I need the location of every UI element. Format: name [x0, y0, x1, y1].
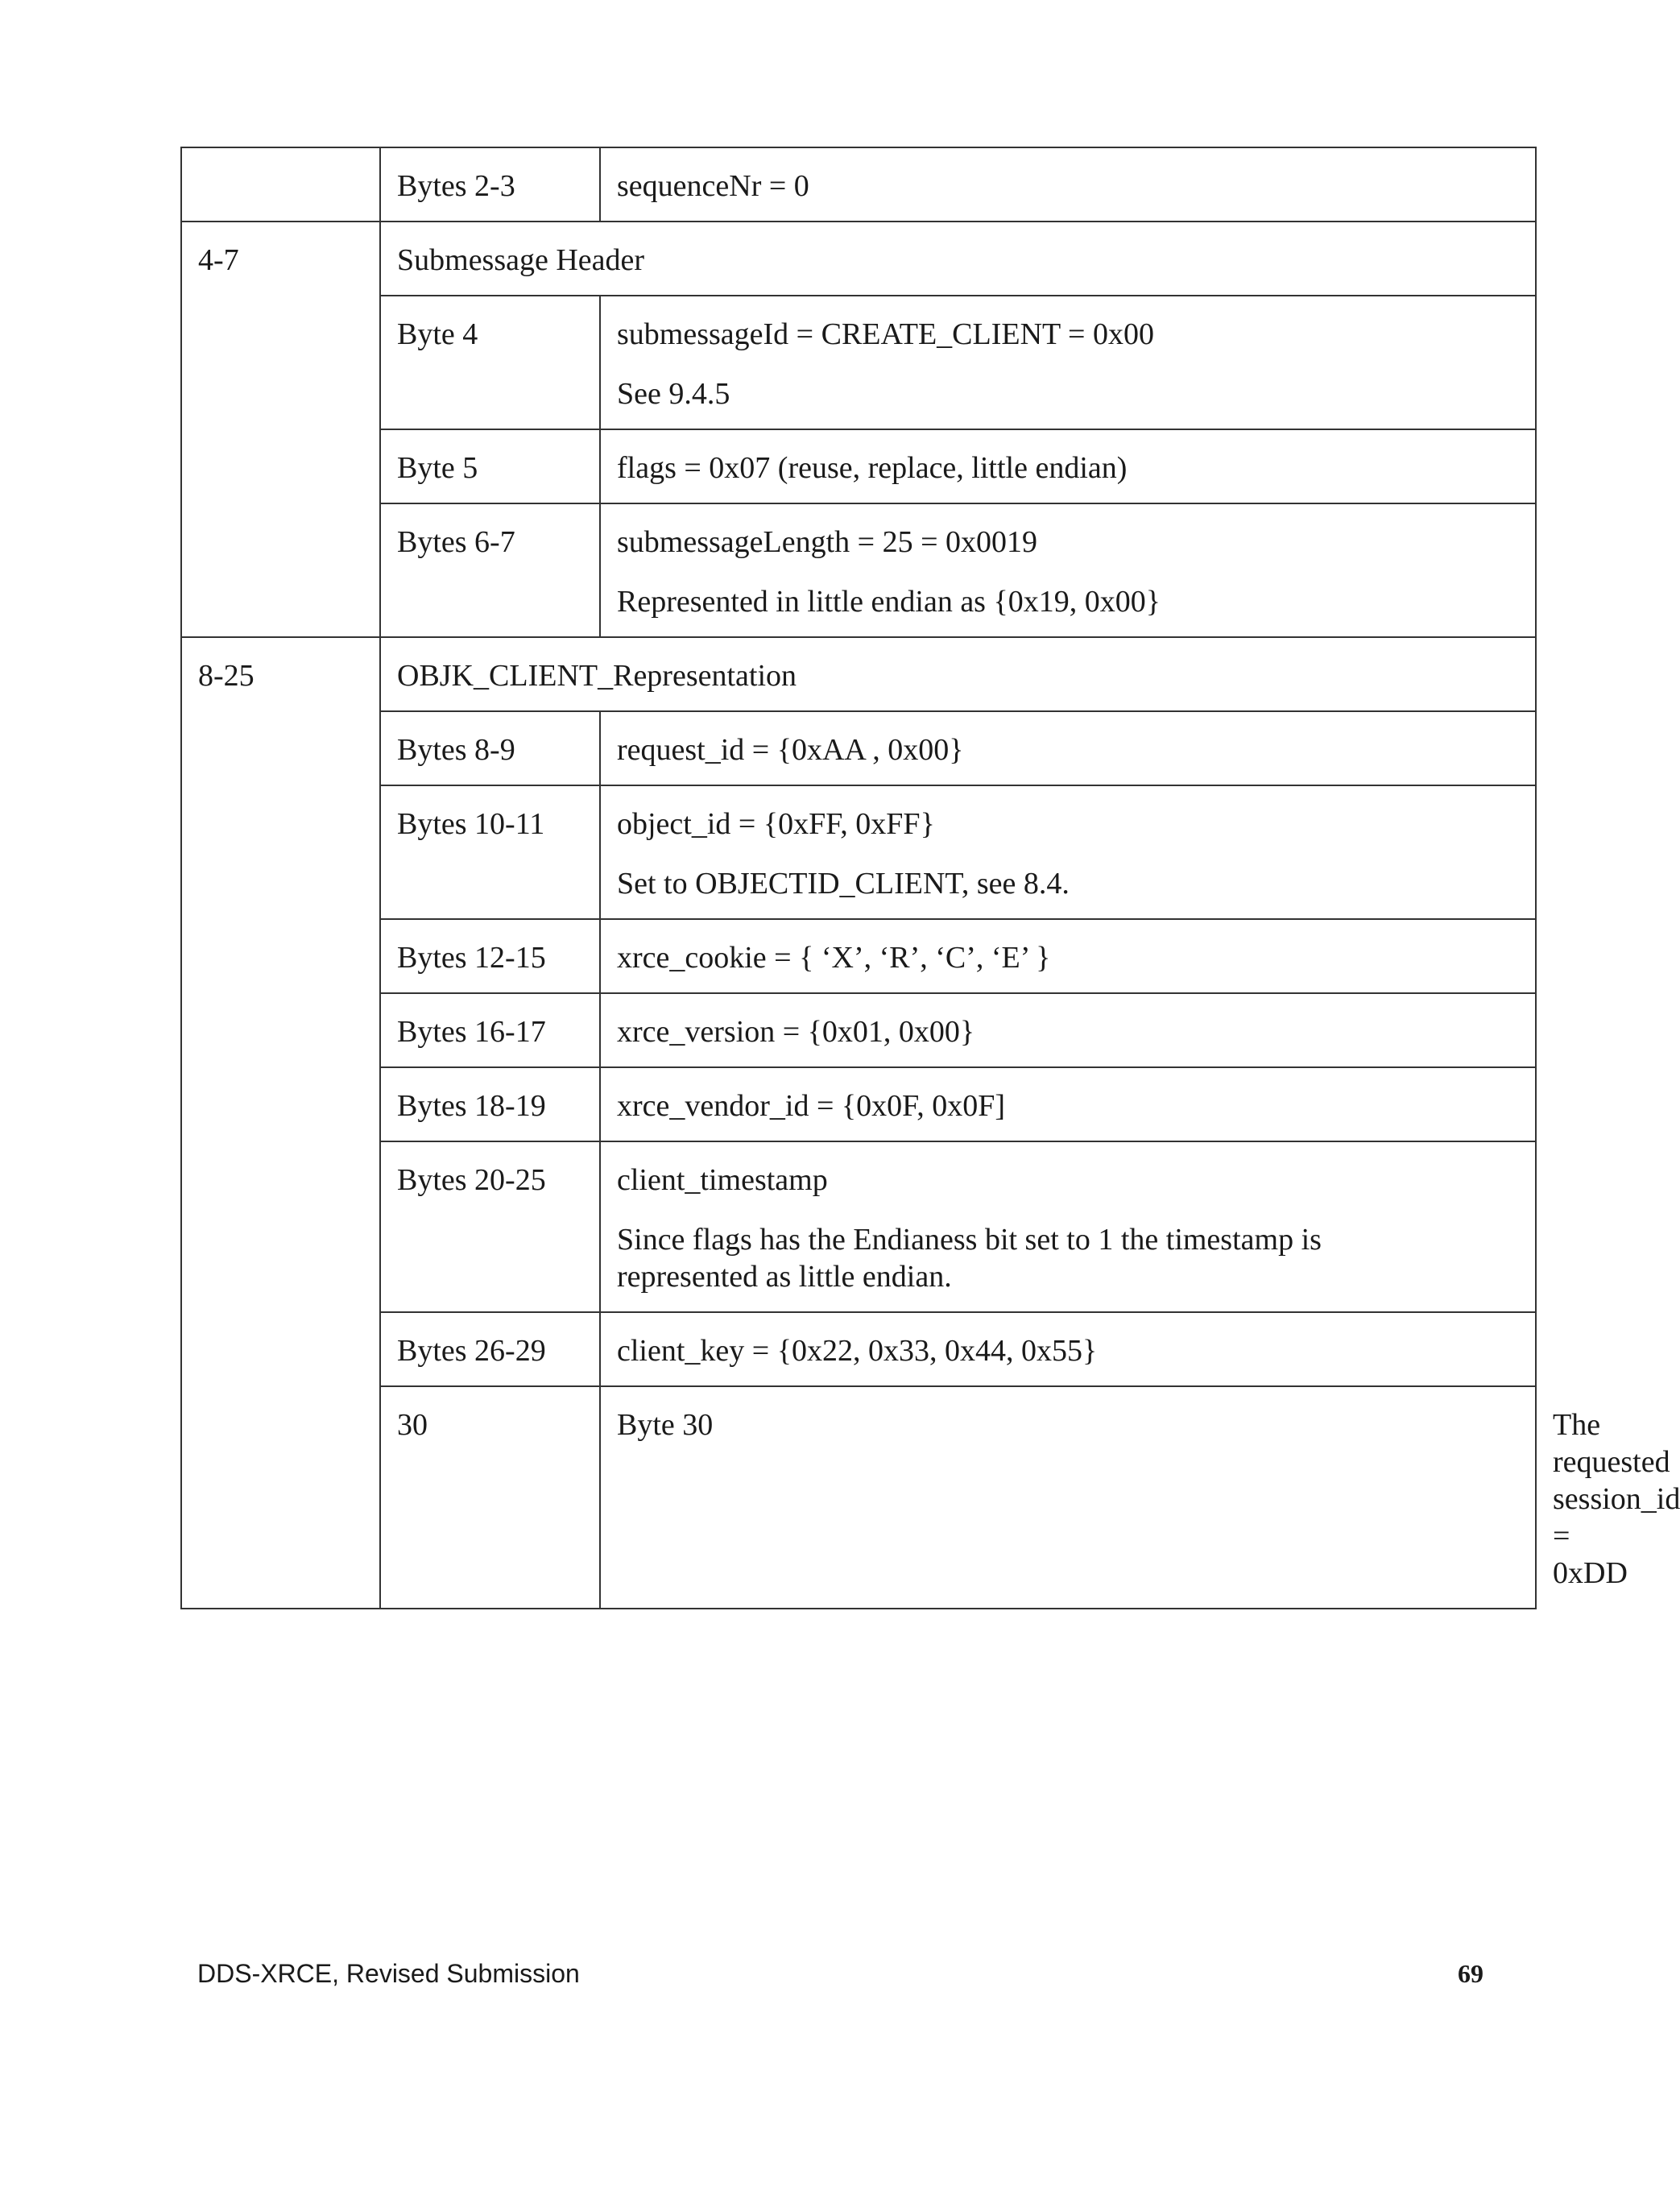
- table-row: [181, 637, 1536, 711]
- table-row: [181, 503, 1536, 637]
- description-line: Since flags has the Endianess bit set to 1 the timestamp is: [617, 1223, 1322, 1257]
- field-description-cell: [600, 1141, 1536, 1312]
- field-description-cell: [600, 1067, 1536, 1141]
- field-bytes-cell: Byte 4: [380, 296, 600, 429]
- field-description-cell: [600, 711, 1536, 785]
- description-line: Set to OBJECTID_CLIENT, see 8.4.: [617, 867, 1070, 901]
- description-line: xrce_vendor_id = {0x0F, 0x0F]: [617, 1089, 1006, 1123]
- table-row: [181, 296, 1536, 429]
- offset-cell: 4-7: [181, 222, 380, 637]
- field-bytes-cell: Bytes 10-11: [380, 785, 600, 919]
- field-bytes-cell: Bytes 18-19: [380, 1067, 600, 1141]
- description-line: See 9.4.5: [617, 377, 730, 411]
- field-description-cell: [600, 993, 1536, 1067]
- field-description-cell: [600, 429, 1536, 503]
- table-row: [181, 429, 1536, 503]
- description-line: sequenceNr = 0: [617, 169, 809, 203]
- page-number: 69: [1458, 1959, 1483, 1988]
- field-bytes-cell: Byte 5: [380, 429, 600, 503]
- table-row: [181, 147, 1536, 222]
- description-line: client_timestamp: [617, 1163, 828, 1197]
- field-bytes-cell: Bytes 16-17: [380, 993, 600, 1067]
- description-line: xrce_version = {0x01, 0x00}: [617, 1015, 975, 1049]
- description-line: submessageLength = 25 = 0x0019: [617, 525, 1038, 559]
- table-row: [181, 1312, 1536, 1386]
- offset-cell: 8-25: [181, 637, 380, 1609]
- table-row: [181, 919, 1536, 993]
- field-description-cell: [600, 296, 1536, 429]
- table-row: 30 Byte 30 The requested session_id = 0xDD: [181, 1386, 1536, 1609]
- section-header-cell: OBJK_CLIENT_Representation: [380, 637, 1536, 711]
- table-row: [181, 711, 1536, 785]
- field-bytes-cell: Byte 30: [600, 1386, 1536, 1609]
- description-line: xrce_cookie = { ‘X’, ‘R’, ‘C’, ‘E’ }: [617, 941, 1051, 975]
- description-line: submessageId = CREATE_CLIENT = 0x00: [617, 317, 1154, 351]
- section-header-cell: Submessage Header: [380, 222, 1536, 296]
- description-line: flags = 0x07 (reuse, replace, little endian): [617, 451, 1128, 485]
- field-bytes-cell: Bytes 20-25: [380, 1141, 600, 1312]
- description-line: Represented in little endian as {0x19, 0x00}: [617, 585, 1161, 619]
- offset-cell: 30: [380, 1386, 600, 1609]
- description-line: request_id = {0xAA , 0x00}: [617, 733, 964, 767]
- table-row: [181, 1141, 1536, 1312]
- table-row: [181, 993, 1536, 1067]
- description-line: client_key = {0x22, 0x33, 0x44, 0x55}: [617, 1334, 1098, 1368]
- field-description-cell: [600, 503, 1536, 637]
- footer-document-title: DDS-XRCE, Revised Submission: [197, 1959, 580, 1988]
- byte-layout-table: [180, 147, 1680, 1609]
- field-bytes-cell: Bytes 6-7: [380, 503, 600, 637]
- table-row: [181, 785, 1536, 919]
- offset-cell: [181, 147, 380, 222]
- field-bytes-cell: Bytes 12-15: [380, 919, 600, 993]
- field-description-cell: [600, 1312, 1536, 1386]
- field-description-cell: [600, 147, 1536, 222]
- field-bytes-cell: Bytes 2-3: [380, 147, 600, 222]
- table-row: [181, 1067, 1536, 1141]
- field-description-cell: [600, 919, 1536, 993]
- field-bytes-cell: Bytes 8-9: [380, 711, 600, 785]
- field-description-cell: [600, 785, 1536, 919]
- description-line: represented as little endian.: [617, 1260, 952, 1294]
- table-row: [181, 222, 1536, 296]
- field-bytes-cell: Bytes 26-29: [380, 1312, 600, 1386]
- description-line: object_id = {0xFF, 0xFF}: [617, 807, 935, 841]
